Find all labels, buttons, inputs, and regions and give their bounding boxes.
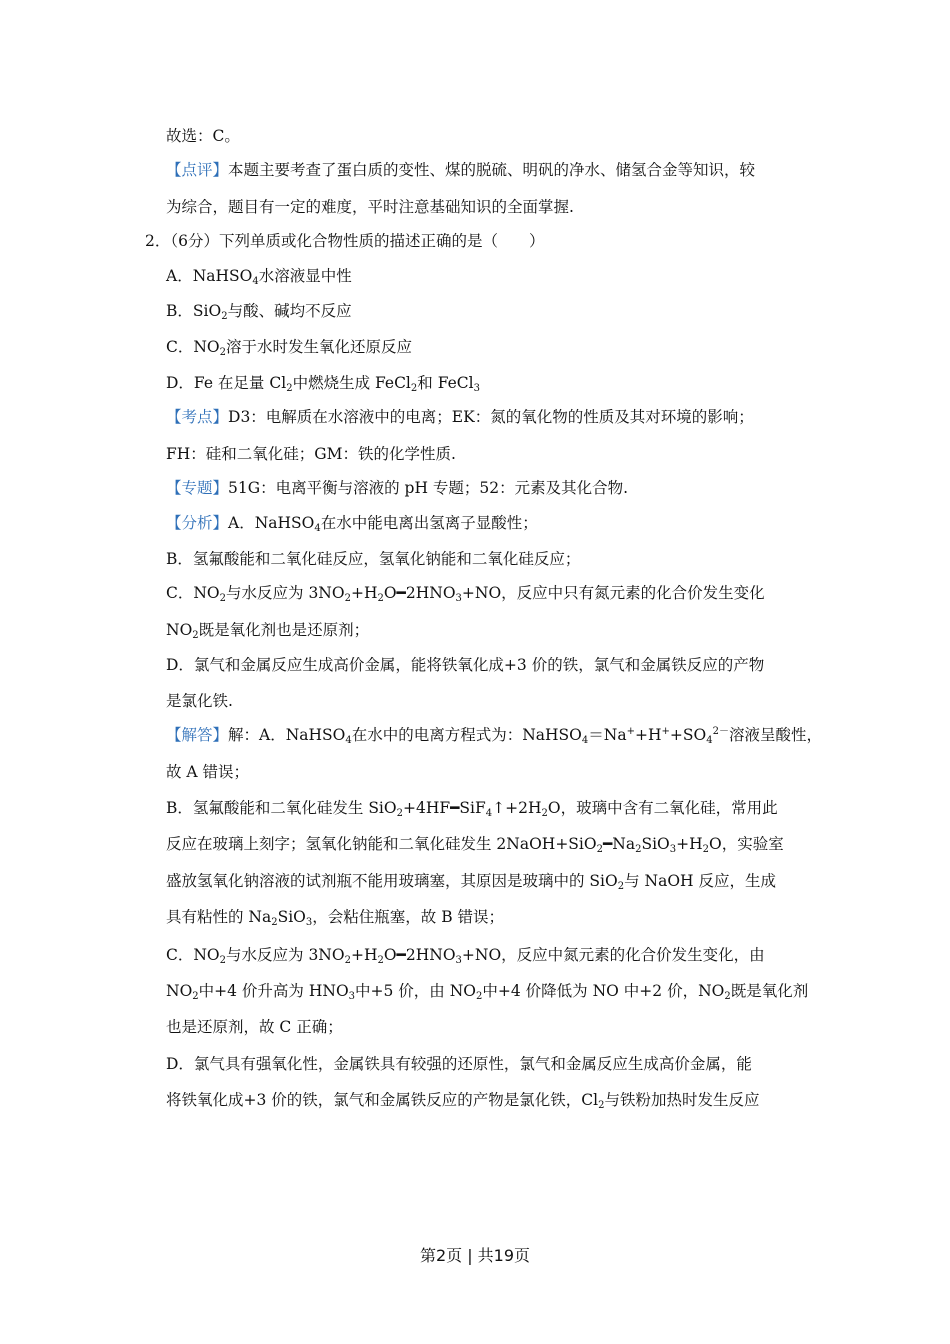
text-run: 本题主要考查了蛋白质的变性、煤的脱硫、明矾的净水、储氢合金等知识，较 — [228, 161, 756, 179]
text-run: A．NaHSO — [166, 267, 253, 285]
text-run: SiO — [277, 908, 306, 926]
text-run: FH：硅和二氧化硅；GM：铁的化学性质. — [166, 445, 456, 463]
line-l5 — [166, 265, 352, 287]
text-run: 在水中能电离出氢离子显酸性； — [320, 514, 538, 532]
text-run: 反应在玻璃上刻字；氢氧化钠能和二氧化硅发生 2NaOH+SiO — [166, 835, 597, 853]
text-run: 中燃烧生成 FeCl — [292, 374, 411, 392]
text-run: 与铁粉加热时发生反应 — [604, 1091, 760, 1109]
subscript: 2 — [635, 844, 642, 855]
line-l16 — [166, 654, 764, 676]
line-l3 — [166, 196, 574, 218]
text-run: 在水中的电离方程式为：NaHSO — [351, 726, 582, 744]
text-run: +SO — [669, 726, 707, 744]
text-run: +H — [350, 584, 378, 602]
section-tag: 【考点】 — [166, 408, 229, 426]
text-run: C．NO — [166, 338, 220, 356]
text-run: B．SiO — [166, 302, 222, 320]
line-l12 — [166, 512, 538, 534]
line-l13 — [166, 548, 580, 570]
text-run: 与水反应为 3NO — [226, 584, 345, 602]
text-run: 中+4 价降低为 NO 中+2 价，NO — [482, 982, 725, 1000]
text-run: SiO — [641, 835, 670, 853]
text-run: 2．（6分）下列单质或化合物性质的描述正确的是（ ） — [145, 232, 545, 250]
text-run: ，会粘住瓶塞，故 B 错误； — [312, 908, 505, 926]
subscript: 3 — [669, 844, 677, 855]
subscript: 3 — [305, 917, 313, 928]
subscript: 2 — [192, 991, 199, 1002]
superscript: + — [661, 726, 670, 737]
subscript: 2 — [724, 991, 731, 1002]
text-run: 也是还原剂，故 C 正确； — [166, 1018, 343, 1036]
text-run: +4HF━SiF — [402, 799, 486, 817]
text-run: O━2HNO — [383, 946, 456, 964]
line-l20 — [166, 797, 778, 819]
text-run: +H — [634, 726, 662, 744]
text-run: 是氯化铁. — [166, 692, 233, 710]
text-run: C．NO — [166, 584, 220, 602]
subscript: 2 — [192, 630, 199, 641]
text-run: 盛放氢氧化钠溶液的试剂瓶不能用玻璃塞，其原因是玻璃中的 SiO — [166, 872, 618, 890]
section-tag: 【点评】 — [166, 161, 229, 179]
subscript: 2 — [344, 593, 351, 604]
superscript: 2－ — [712, 726, 729, 737]
text-run: +H — [676, 835, 703, 853]
text-run: 将铁氧化成+3 价的铁，氯气和金属铁反应的产物是氯化铁，Cl — [166, 1091, 599, 1109]
line-l22 — [166, 870, 776, 892]
text-run: 解：A．NaHSO — [228, 726, 346, 744]
text-run: NO — [166, 982, 193, 1000]
text-run: D．氯气具有强氧化性，金属铁具有较强的还原性，氯气和金属反应生成高价金属，能 — [166, 1055, 752, 1073]
subscript: 2 — [219, 593, 227, 604]
text-run: 为综合，题目有一定的难度，平时注意基础知识的全面掌握. — [166, 198, 574, 216]
subscript: 4 — [252, 276, 259, 287]
line-l27 — [166, 1053, 752, 1075]
text-run: 溶于水时发生氧化还原反应 — [226, 338, 413, 356]
subscript: 4 — [706, 735, 713, 746]
line-l7 — [166, 336, 412, 358]
text-run: +H — [350, 946, 378, 964]
text-run: ━Na — [602, 835, 636, 853]
subscript: 2 — [541, 808, 548, 819]
line-l21 — [166, 833, 784, 855]
text-run: A．NaHSO — [228, 514, 315, 532]
subscript: 2 — [286, 383, 293, 394]
superscript: + — [626, 726, 635, 737]
text-run: NO — [166, 621, 193, 639]
subscript: 2 — [377, 955, 384, 966]
subscript: 2 — [476, 991, 483, 1002]
subscript: 2 — [219, 955, 227, 966]
line-l23 — [166, 906, 504, 928]
text-run: +NO，反应中氮元素的化合价发生变化，由 — [461, 946, 765, 964]
line-l2 — [166, 159, 755, 181]
line-l28 — [166, 1089, 760, 1111]
section-tag: 【专题】 — [166, 479, 229, 497]
text-run: B．氢氟酸能和二氧化硅反应，氢氧化钠能和二氧化硅反应； — [166, 550, 581, 568]
text-run: O━2HNO — [383, 584, 456, 602]
text-run: +NO，反应中只有氮元素的化合价发生变化 — [461, 584, 765, 602]
subscript: 3 — [348, 991, 356, 1002]
page-footer: 第2页 | 共19页 — [419, 1246, 531, 1265]
subscript: 2 — [702, 844, 710, 855]
text-run: O，玻璃中含有二氧化硅，常用此 — [547, 799, 778, 817]
subscript: 2 — [410, 383, 418, 394]
subscript: 2 — [219, 347, 227, 358]
subscript: 4 — [345, 735, 352, 746]
text-run: D3：电解质在水溶液中的电离；EK：氮的氧化物的性质及其对环境的影响； — [228, 408, 754, 426]
text-run: 故 A 错误； — [166, 763, 250, 781]
line-l24 — [166, 944, 765, 966]
section-tag: 【分析】 — [166, 514, 229, 532]
subscript: 2 — [271, 917, 278, 928]
text-run: 故选：C。 — [166, 127, 240, 145]
text-run: O，实验室 — [709, 835, 784, 853]
line-l26 — [166, 1016, 343, 1038]
line-l11 — [166, 477, 628, 499]
text-run: 与酸、碱均不反应 — [227, 302, 352, 320]
text-run: 51G：电离平衡与溶液的 pH 专题；52：元素及其化合物. — [228, 479, 629, 497]
subscript: 4 — [581, 735, 589, 746]
subscript: 2 — [377, 593, 384, 604]
subscript: 2 — [344, 955, 351, 966]
text-run: C．NO — [166, 946, 220, 964]
text-run: 溶液呈酸性， — [728, 726, 822, 744]
line-l18 — [166, 724, 822, 746]
text-run: 与 NaOH 反应，生成 — [624, 872, 776, 890]
subscript: 2 — [596, 844, 603, 855]
line-l6 — [166, 300, 352, 322]
subscript: 3 — [455, 593, 462, 604]
text-run: 和 FeCl — [417, 374, 474, 392]
text-run: D．氯气和金属反应生成高价金属，能将铁氧化成+3 价的铁，氯气和金属铁反应的产物 — [166, 656, 765, 674]
text-run: 具有粘性的 Na — [166, 908, 272, 926]
line-l4 — [145, 230, 544, 252]
section-tag: 【解答】 — [166, 726, 229, 744]
text-run: 水溶液显中性 — [258, 267, 352, 285]
subscript: 4 — [314, 523, 321, 534]
line-l9 — [166, 406, 754, 428]
line-l25 — [166, 980, 808, 1002]
subscript: 2 — [598, 1100, 605, 1111]
text-run: 中+4 价升高为 HNO — [198, 982, 349, 1000]
text-run: ↑+2H — [492, 799, 542, 817]
text-run: 既是氧化剂也是还原剂； — [198, 621, 370, 639]
subscript: 3 — [473, 383, 480, 394]
text-run: 既是氧化剂 — [730, 982, 809, 1000]
subscript: 3 — [455, 955, 462, 966]
subscript: 2 — [221, 311, 228, 322]
text-run: 中+5 价，由 NO — [355, 982, 477, 1000]
text-run: D．Fe 在足量 Cl — [166, 374, 287, 392]
line-l17 — [166, 690, 233, 712]
line-l15 — [166, 619, 369, 641]
text-run: 与水反应为 3NO — [226, 946, 345, 964]
line-l8 — [166, 372, 480, 394]
line-l1 — [166, 125, 240, 147]
line-l10 — [166, 443, 456, 465]
text-run: B．氢氟酸能和二氧化硅发生 SiO — [166, 799, 397, 817]
subscript: 4 — [485, 808, 493, 819]
line-l14 — [166, 582, 765, 604]
subscript: 2 — [617, 881, 625, 892]
line-l19 — [166, 761, 249, 783]
subscript: 2 — [396, 808, 403, 819]
text-run: ＝Na — [588, 726, 627, 744]
